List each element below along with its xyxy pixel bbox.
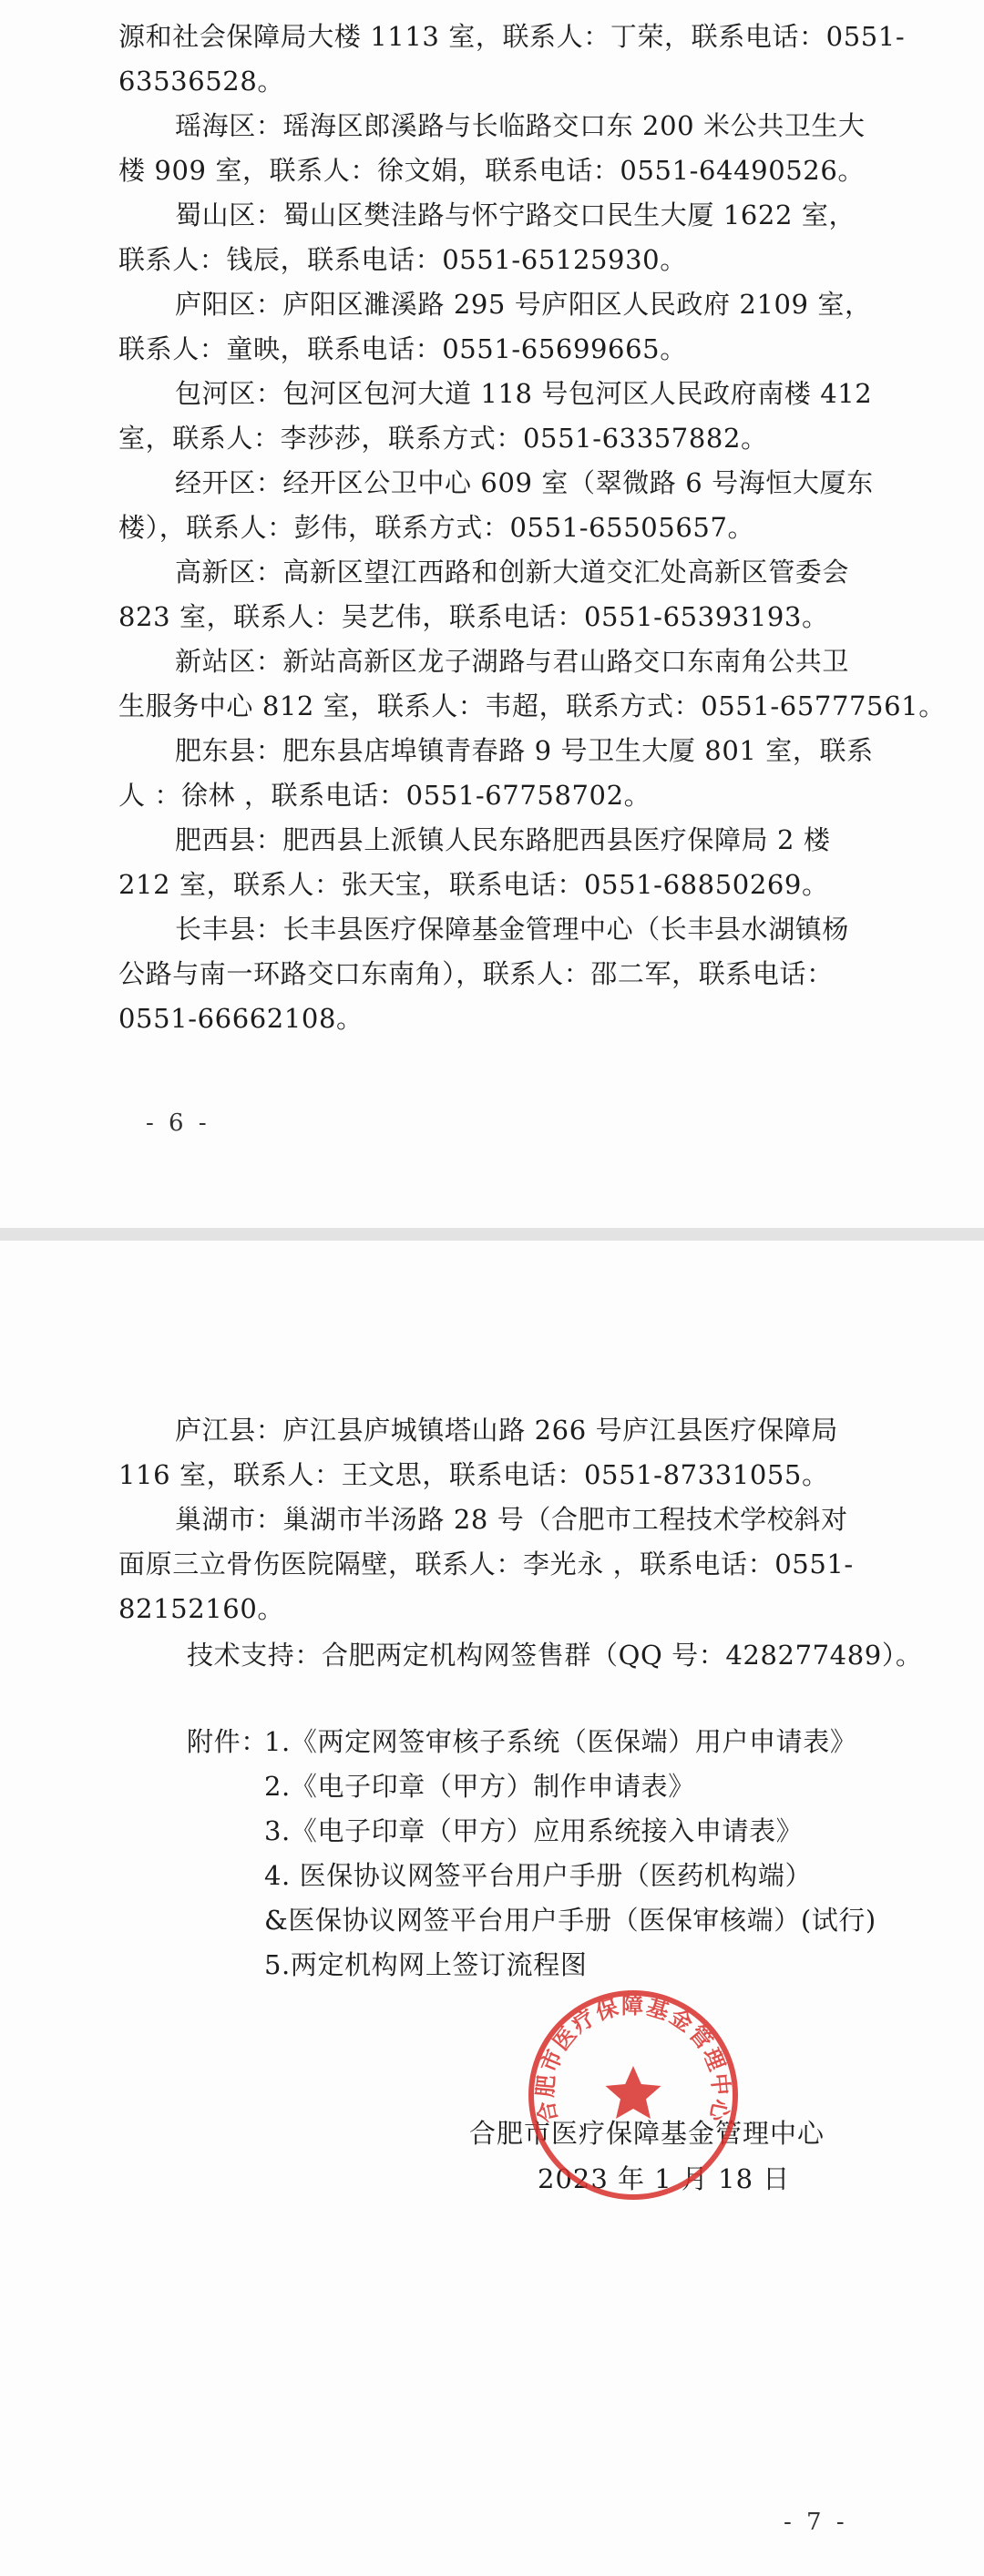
text-line: 包河区：包河区包河大道 118 号包河区人民政府南楼 412 (175, 378, 873, 409)
text-line: 经开区：经开区公卫中心 609 室（翠微路 6 号海恒大厦东 (175, 467, 874, 498)
text-line: 巢湖市：巢湖市半汤路 28 号（合肥市工程技术学校斜对 (175, 1504, 848, 1535)
document-page-7 (0, 1241, 984, 2576)
text-line: 楼 909 室，联系人：徐文娟，联系电话：0551-64490526。 (118, 155, 865, 186)
document-page-6 (0, 0, 984, 1228)
text-line: 面原三立骨伤医院隔壁，联系人：李光永 ，联系电话：0551- (118, 1549, 854, 1579)
signature-date: 2023 年 1 月 18 日 (538, 2163, 791, 2194)
page-number: - 6 - (146, 1109, 210, 1137)
attachment-item: 1.《两定网签审核子系统（医保端）用户申请表》 (264, 1726, 857, 1757)
text-line: 室，联系人：李莎莎，联系方式：0551-63357882。 (118, 423, 768, 454)
text-line: 楼），联系人：彭伟，联系方式：0551-65505657。 (118, 512, 755, 543)
text-line: 116 室，联系人：王文思，联系电话：0551-87331055。 (118, 1459, 829, 1490)
text-line: 庐阳区：庐阳区濉溪路 295 号庐阳区人民政府 2109 室， (175, 289, 872, 320)
page-number: - 7 - (784, 2509, 848, 2536)
text-line: 长丰县：长丰县医疗保障基金管理中心（长丰县水湖镇杨 (175, 914, 850, 945)
text-line: 源和社会保障局大楼 1113 室，联系人：丁荣，联系电话：0551- (118, 21, 906, 52)
text-line: 公路与南一环路交口东南角），联系人：邵二军，联系电话： (118, 958, 834, 989)
signature-organization: 合肥市医疗保障基金管理中心 (469, 2118, 825, 2149)
seal-text: 合肥市医疗保障基金管理中心 (532, 1993, 734, 2126)
attachment-item: 3.《电子印章（甲方）应用系统接入申请表》 (264, 1815, 804, 1846)
text-line: 212 室，联系人：张天宝，联系电话：0551-68850269。 (118, 869, 829, 900)
text-line: 人 ：徐林 ，联系电话：0551-67758702。 (118, 780, 651, 811)
text-line: 0551-66662108。 (118, 1003, 364, 1034)
seal-star-icon (606, 2066, 661, 2119)
text-line: 庐江县：庐江县庐城镇塔山路 266 号庐江县医疗保障局 (175, 1415, 838, 1446)
text-line: 联系人：童映，联系电话：0551-65699665。 (118, 333, 687, 364)
text-line: 生服务中心 812 室，联系人：韦超，联系方式：0551-65777561。 (118, 690, 946, 721)
attachment-item: 2.《电子印章（甲方）制作申请表》 (264, 1771, 695, 1802)
text-line: 63536528。 (118, 66, 285, 97)
text-line: 蜀山区：蜀山区樊洼路与怀宁路交口民生大厦 1622 室， (175, 199, 856, 230)
text-line: 高新区：高新区望江西路和创新大道交汇处高新区管委会 (175, 557, 850, 588)
text-line: 技术支持：合肥两定机构网签售群（QQ 号：428277489）。 (187, 1640, 923, 1671)
official-seal-icon (524, 1986, 743, 2204)
text-line: 瑶海区：瑶海区郎溪路与长临路交口东 200 米公共卫生大 (175, 110, 866, 141)
text-line: 新站区：新站高新区龙子湖路与君山路交口东南角公共卫 (175, 646, 850, 677)
text-line: 823 室，联系人：吴艺伟，联系电话：0551-65393193。 (118, 601, 829, 632)
attachment-item: 5.两定机构网上签订流程图 (264, 1949, 588, 1980)
attachment-item: 4. 医保协议网签平台用户手册（医药机构端） (264, 1860, 813, 1891)
attachments-label: 附件： (187, 1726, 268, 1757)
text-line: 肥西县：肥西县上派镇人民东路肥西县医疗保障局 2 楼 (175, 824, 831, 855)
page-separator (0, 1228, 984, 1241)
text-line: 肥东县：肥东县店埠镇青春路 9 号卫生大厦 801 室，联系 (175, 735, 874, 766)
text-line: 82152160。 (118, 1593, 285, 1624)
attachment-item: &医保协议网签平台用户手册（医保审核端）(试行) (264, 1905, 876, 1936)
text-line: 联系人：钱辰，联系电话：0551-65125930。 (118, 244, 687, 275)
